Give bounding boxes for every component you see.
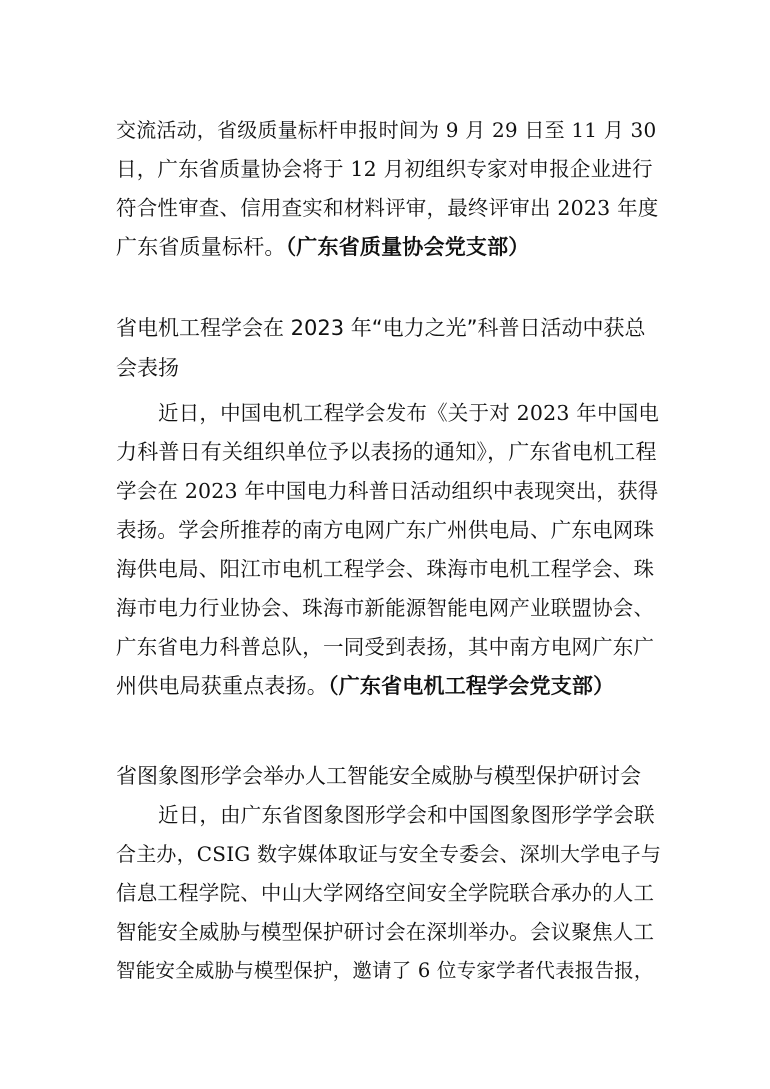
article-title: 省图象图形学会举办人工智能安全威胁与模型保护研讨会 — [116, 764, 641, 788]
body-line: 表扬。学会所推荐的南方电网广东广州供电局、广东电网珠 — [116, 518, 655, 542]
article-title: 会表扬 — [116, 356, 179, 380]
source-attribution: （广东省电机工程学会党支部） — [328, 673, 615, 698]
body-line-with-source — [116, 233, 661, 261]
body-line: 日，广东省质量协会将于 12 月初组织专家对申报企业进行 — [116, 157, 653, 181]
body-line: 符合性审查、信用查实和材料评审，最终评审出 2023 年度 — [116, 196, 659, 220]
body-line: 学会在 2023 年中国电力科普日活动组织中表现突出，获得 — [116, 479, 659, 503]
body-line: 交流活动，省级质量标杆申报时间为 9 月 29 日至 11 月 30 — [116, 118, 657, 142]
body-line: 广东省电力科普总队，一同受到表扬，其中南方电网广东广 — [116, 635, 655, 659]
body-line: 海市电力行业协会、珠海市新能源智能电网产业联盟协会、 — [116, 596, 655, 620]
body-line: 海供电局、阳江市电机工程学会、珠海市电机工程学会、珠 — [116, 557, 655, 581]
body-line: 近日，中国电机工程学会发布《关于对 2023 年中国电 — [158, 401, 660, 425]
body-line: 力科普日有关组织单位予以表扬的通知》，广东省电机工程 — [116, 440, 657, 464]
body-line-with-source — [116, 672, 661, 700]
body-line: 智能安全威胁与模型保护，邀请了 6 位专家学者代表报告报， — [116, 959, 654, 982]
article-title: 省电机工程学会在 2023 年“电力之光”科普日活动中获总 — [116, 316, 646, 340]
body-text: 州供电局获重点表扬。 — [116, 674, 328, 698]
body-line: 智能安全威胁与模型保护研讨会在深圳举办。会议聚焦人工 — [116, 920, 655, 944]
body-line: 信息工程学院、中山大学网络空间安全学院联合承办的人工 — [116, 881, 655, 905]
body-line: 合主办，CSIG 数字媒体取证与安全专委会、深圳大学电子与 — [116, 842, 662, 866]
body-text: 广东省质量标杆。 — [116, 235, 286, 259]
body-line: 近日，由广东省图象图形学会和中国图象图形学学会联 — [158, 803, 655, 827]
source-attribution: （广东省质量协会党支部） — [285, 234, 530, 259]
